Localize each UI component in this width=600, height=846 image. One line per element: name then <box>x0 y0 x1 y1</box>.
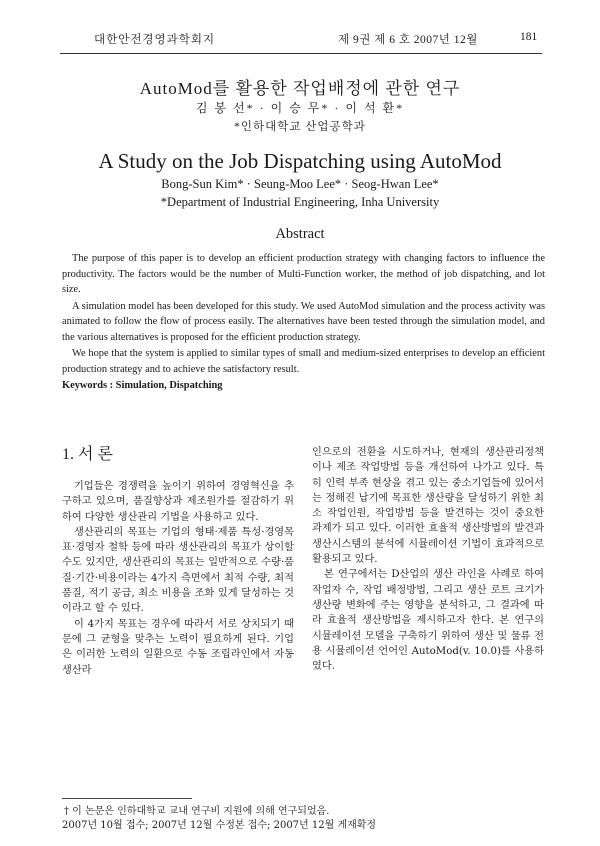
left-column <box>62 445 294 678</box>
abstract-paragraph: The purpose of this paper is to develop an efficient production strategy with changing factors to influence the productivity. The factors would be the number of Multi-Function worker, the method of job dispatching, and lot size. <box>62 253 545 295</box>
title-english: A Study on the Job Dispatching using AutoMod <box>98 149 502 173</box>
header-rule <box>60 53 542 54</box>
body-paragraph: 본 연구에서는 D산업의 생산 라인을 사례로 하여 작업자 수, 작업 배정방법, 그리고 생산 로트 크기가 생산량 변화에 주는 영향을 분석하고, 그 결과에 따라 효율적 생산방법을 제시하고자 한다. 본 연구의 시뮬레이션 모델을 구축하기 위하여 생산 및 물류 전용 시뮬레이션 언어인 AutoMod(v. 10.0)를 사용하였다. <box>312 569 544 673</box>
body-paragraph: 기업들은 경쟁력을 높이기 위하여 경영혁신을 추구하고 있으며, 품질향상과 제조원가를 절감하기 위하여 다양한 생산관리 기법을 사용하고 있다. <box>62 481 294 523</box>
body-paragraph: 생산관리의 목표는 기업의 형태·제품 특성·경영목표·경영자 철학 등에 따라 생산관리의 목표가 상이할 수도 있지만, 생산관리의 목표는 일반적으로 수량·품질·기간·비용이라는 4가지 측면에서 최적 수량, 최적 품질, 적기 공급, 최소 비용을 조화 있게 달성하는 것이라고 할 수 있다. <box>62 526 294 615</box>
abstract-paragraph: We hope that the system is applied to similar types of small and medium-sized enterprises to develop an efficient production strategy and to achieve the satisfactory result. <box>62 348 545 375</box>
right-column <box>312 445 544 674</box>
journal-name: 대한안전경영과학회지 <box>94 34 216 46</box>
abstract-body <box>62 251 545 394</box>
authors-korean: 김 봉 선* · 이 승 무* · 이 석 환* <box>195 101 405 115</box>
issue-info: 제 9권 제 6 호 2007년 12월 <box>338 34 478 46</box>
page-number: 181 <box>520 31 538 43</box>
footnote-dates: 2007년 10월 접수; 2007년 12월 수정본 접수; 2007년 12월 게재확정 <box>62 820 377 831</box>
authors-english: Bong-Sun Kim* · Seung-Moo Lee* · Seog-Hwan Lee* <box>161 177 439 191</box>
title-korean: AutoMod를 활용한 작업배정에 관한 연구 <box>139 79 461 98</box>
affiliation-korean: *인하대학교 산업공학과 <box>234 121 366 133</box>
running-header <box>0 28 600 48</box>
body-paragraph: 이 4가지 목표는 경우에 따라서 서로 상치되기 때문에 그 균형을 맞추는 노력이 필요하게 된다. 기업은 이러한 노력의 일환으로 수동 조립라인에서 자동 생산라 <box>62 618 294 676</box>
abstract-paragraph: A simulation model has been developed for this study. We used AutoMod simulation and the process activity was animated to follow the flow of process easily. The alternatives have been tested through the simulation model, and the various alternatives is proposed for the efficient production strategy. <box>62 300 545 343</box>
section-title: 1. 서 론 <box>62 446 113 463</box>
body-paragraph: 인으로의 전환을 시도하거나, 현재의 생산관리정책이나 제조 작업방법 등을 개선하여 나가고 있다. 특히 인력 부족 현상을 겪고 있는 중소기업들에 있어서는 정해진 납기에 목표한 생산량을 달성하기 위한 최소 작업인원, 작업방법 등을 발견하는 것이 중요한 과제가 되고 있다. 이러한 효율적 생산방법의 발견과 생산시스템의 분석에 시뮬레이션 기법이 효과적으로 활용되고 있다. <box>312 447 544 566</box>
abstract-heading: Abstract <box>275 226 325 242</box>
footnote-funding: † 이 논문은 인하대학교 교내 연구비 지원에 의해 연구되었음. <box>64 806 330 817</box>
affiliation-english: *Department of Industrial Engineering, Inha University <box>160 195 440 209</box>
footnote <box>62 805 542 833</box>
keywords: Keywords : Simulation, Dispatching <box>62 380 223 391</box>
footnote-rule <box>62 798 192 799</box>
